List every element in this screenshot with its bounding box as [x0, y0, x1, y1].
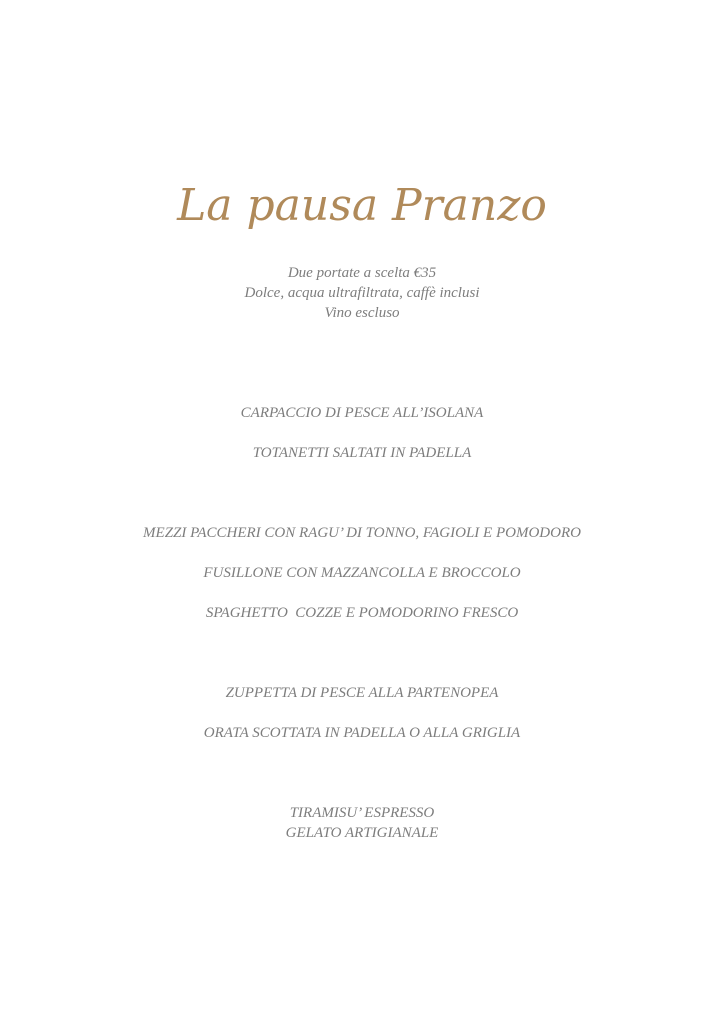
menu-item: SPAGHETTO COZZE E POMODORINO FRESCO	[205, 605, 519, 621]
menu-title	[0, 160, 724, 250]
excluded-line: Vino escluso	[324, 305, 400, 321]
menu-item: ZUPPETTA DI PESCE ALLA PARTENOPEA	[225, 685, 499, 701]
menu-item: FUSILLONE CON MAZZANCOLLA E BROCCOLO	[203, 565, 521, 581]
menu-title-text: La pausa Pranzo	[177, 180, 547, 231]
menu-item: TIRAMISU’ ESPRESSO	[289, 805, 435, 821]
menu-item: TOTANETTI SALTATI IN PADELLA	[252, 445, 472, 461]
menu-item: GELATO ARTIGIANALE	[285, 825, 439, 841]
menu-item: CARPACCIO DI PESCE ALL’ISOLANA	[240, 405, 484, 421]
included-line: Dolce, acqua ultrafiltrata, caffè inclusi	[244, 285, 480, 301]
menu-item: ORATA SCOTTATA IN PADELLA O ALLA GRIGLIA	[203, 725, 521, 741]
price-line: Due portate a scelta €35	[287, 265, 437, 281]
menu-item: MEZZI PACCHERI CON RAGU’ DI TONNO, FAGIOLI E POMODORO	[143, 525, 581, 541]
